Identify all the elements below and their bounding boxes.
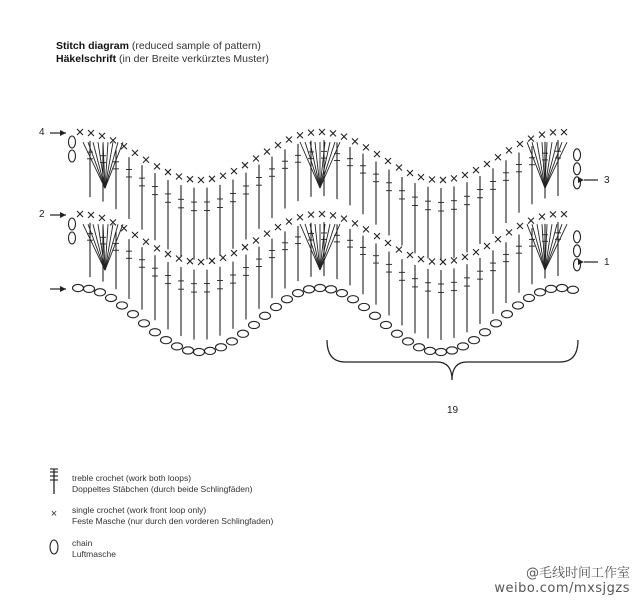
single-crochet-icon: ×	[50, 508, 58, 520]
chain-mark	[227, 338, 238, 345]
chain-mark	[574, 149, 581, 161]
chain-mark	[574, 163, 581, 175]
legend-single-en: single crochet (work front loop only)	[72, 505, 207, 515]
row-label-4: 4	[39, 127, 45, 138]
chain-mark	[447, 347, 458, 354]
chain-mark	[557, 284, 568, 291]
fan-stitch	[320, 142, 330, 188]
watermark-url: weibo.com/mxsjgzs	[494, 581, 630, 596]
chain-mark	[69, 232, 76, 244]
chain-mark	[194, 348, 205, 355]
legend-treble-en: treble crochet (work both loops)	[72, 473, 192, 483]
chain-mark	[315, 284, 326, 291]
chain-mark	[73, 284, 84, 291]
subtitle-en: (reduced sample of pattern)	[131, 40, 261, 52]
chain-mark	[238, 330, 249, 337]
chain-mark	[574, 231, 581, 243]
chain-mark	[106, 294, 117, 301]
legend-treble-de: Doppeltes Stäbchen (durch beide Schlingfäden)	[72, 484, 253, 494]
fan-stitch	[545, 224, 562, 270]
chain-mark	[84, 285, 95, 292]
chain-mark	[491, 320, 502, 327]
chain-mark	[249, 321, 260, 328]
legend-chain-de: Luftmasche	[72, 549, 116, 559]
chain-mark	[370, 312, 381, 319]
chain-mark	[117, 302, 128, 309]
repeat-brace	[327, 340, 578, 380]
chain-mark	[282, 296, 293, 303]
row-label-2: 2	[39, 209, 45, 220]
subtitle-de: (in der Breite verkürztes Muster)	[119, 53, 269, 65]
chain-mark	[574, 245, 581, 257]
chain-mark	[480, 329, 491, 336]
chain-mark	[535, 289, 546, 296]
chain-mark	[392, 330, 403, 337]
chain-mark	[260, 312, 271, 319]
legend-chain-en: chain	[72, 538, 93, 548]
chain-mark	[128, 311, 139, 318]
chain-mark	[436, 348, 447, 355]
chain-mark	[183, 347, 194, 354]
chain-mark	[414, 344, 425, 351]
row-arrow-head	[60, 212, 66, 218]
chain-mark	[469, 337, 480, 344]
chain-mark	[69, 150, 76, 162]
treble-crochet-icon	[44, 467, 64, 500]
chain-mark	[359, 303, 370, 310]
row-label-3: 3	[604, 175, 610, 186]
chain-mark	[326, 286, 337, 293]
chain-mark	[271, 303, 282, 310]
row-arrow-head	[60, 286, 66, 292]
repeat-count: 19	[447, 405, 459, 416]
chain-mark	[205, 347, 216, 354]
chain-mark	[304, 286, 315, 293]
legend-single-de: Feste Masche (nur durch den vorderen Schlingfaden)	[72, 516, 274, 526]
chain-mark	[150, 329, 161, 336]
fan-stitch	[320, 224, 330, 270]
diagram-stitches	[50, 129, 598, 380]
chain-mark	[502, 311, 513, 318]
chain-mark	[172, 343, 183, 350]
fan-stitch	[300, 142, 320, 188]
chain-mark	[513, 302, 524, 309]
chain-mark	[524, 294, 535, 301]
chain-mark	[139, 320, 150, 327]
chain-mark	[69, 218, 76, 230]
row-label-1: 1	[604, 257, 610, 268]
chain-mark	[348, 296, 359, 303]
chain-mark	[161, 337, 172, 344]
chain-mark	[458, 343, 469, 350]
fan-stitch	[545, 142, 562, 188]
chain-mark	[546, 285, 557, 292]
chain-mark	[337, 290, 348, 297]
chain-mark	[403, 338, 414, 345]
chain-mark	[69, 136, 76, 148]
watermark	[494, 562, 630, 596]
chain-mark	[425, 347, 436, 354]
chain-mark	[216, 344, 227, 351]
fan-stitch	[300, 224, 320, 270]
watermark-handle: @毛线时间工作室	[525, 566, 630, 581]
chain-mark	[568, 286, 579, 293]
row-arrow-head	[60, 130, 66, 136]
chain-mark	[95, 289, 106, 296]
title-de: Häkelschrift	[56, 53, 117, 65]
chain-icon	[44, 538, 64, 559]
chain-mark	[293, 290, 304, 297]
chain-mark	[381, 321, 392, 328]
title-en: Stitch diagram	[56, 40, 129, 52]
